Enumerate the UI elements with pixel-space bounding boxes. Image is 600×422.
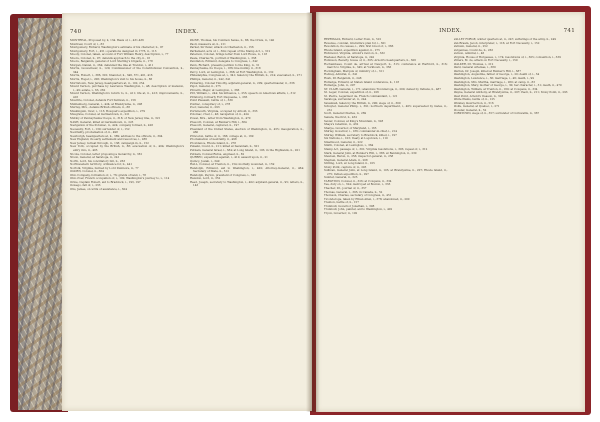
index-entry: Orme, Captain Robert, aid to Braddock, i., 193, 197	[70, 179, 141, 184]
index-entry: Wayne, General Anthony, at Brandywine, ii., 207; Paoli, ii., 211; Stony Point, ii., 293	[453, 90, 568, 95]
index-entry: Prescott, Colonel, at Bunker's Hill, i., 384	[190, 119, 247, 124]
index-entry: Washington, Lawrence, i., 36; marriage, i., 46; death, i., 99	[453, 76, 534, 81]
index-entry: WALKER, Dr. Thomas, i., 212	[453, 61, 494, 66]
index-entry: Pitt, William, i., 244; his influence, i., 253; speech on American affairs, i., 312	[190, 91, 296, 96]
index-entry: Morris, Robert, i., 386, 391; financier, ii., 346, 371, 401, 416	[70, 73, 153, 78]
index-entry: Philadelphia, Congress at, i., 341; taken by the British, ii., 214; evacuated, ii., 271	[190, 73, 302, 78]
index-entry: Schuyler, General Philip, i., 391; northern department, i., 405; superseded by Gates, ii., 231	[324, 104, 448, 112]
index-entry: Shirley, William, secretary to Braddock, killed, i., 197	[324, 132, 397, 137]
index-entry: Morris, Roger, i., 206; Washington's visit to his house, ii., 86	[70, 77, 153, 82]
index-entry: Nixon, General, at Saratoga, ii., 241	[70, 155, 120, 160]
index-entry: Wooster, General, ii., 52	[453, 107, 487, 112]
index-entry: Trumbull, John, painter, aid to Washington, i., 402	[324, 207, 393, 212]
index-entry: Newburgh, headquarters at, ii., 389; address to the officers, ii., 394	[70, 133, 163, 138]
left-column-1	[70, 39, 184, 403]
index-entry: Providence, Rhode Island, ii., 278	[190, 140, 236, 145]
index-entry: Trumbull, Governor Jonathan, i., 398	[324, 203, 375, 208]
index-entry: Morgan, Daniel, ii., 264; defended the line at Trenton, i., 411	[70, 62, 154, 67]
index-entry: TARLETON, Colonel, ii., 326; at Cowpens, ii., 334	[324, 178, 392, 183]
index-entry: Robinson, Beverly, house of, ii., 305; Arnold's headquarters, ii., 306	[324, 58, 416, 63]
index-entry: Sharpe, Governor, of Maryland, i., 165	[324, 125, 377, 130]
index-entry: North, Lord, his conciliatory bill, ii., 263	[70, 158, 126, 163]
index-entry: Pulaski, Count, ii., 211; killed at Savannah, ii., 301	[190, 144, 260, 149]
index-entry: Rutledge, John, ii., 297	[324, 83, 356, 88]
index-entry: Necessity, Fort, i., 139; surrender of, i., 152	[70, 126, 130, 131]
left-column-2	[190, 39, 304, 403]
index-entry: Morristown, New Jersey, headquarters at, ii., 102, 254	[70, 80, 145, 85]
index-entry: Savannah, taken by the British, ii., 290; siege of, ii., 300	[324, 100, 401, 105]
index-entry: Riedesel, Baron, at Saratoga, ii., 242	[324, 54, 375, 59]
index-entry: Stirling, Lord, at Long Island, ii., 105	[324, 161, 375, 166]
index-entry: Randolph, Edmund, aid to Washington, i., 402; Attorney-General, ii., 464; Secretary of State, ii., 512	[190, 165, 304, 174]
index-entry: Putnam, Colonel Rufus, engineer, ii., 82	[190, 151, 245, 156]
right-page-title: INDEX.	[439, 28, 462, 34]
index-entry: Murray, Mrs., detains British officers, ii., 88	[70, 105, 130, 110]
index-entry: Paterson, Colonel, brings letter from Lord Howe, ii., 118	[190, 52, 268, 57]
index-entry: OGDEN, Colonel, ii., 364	[70, 169, 104, 174]
index-entry: Ohio river, French occupation of, i., 102; Washington's journey to, i., 114	[70, 176, 170, 181]
index-entry: Pickering, Colonel Timothy, adjutant-general, ii., 209; quartermaster, ii., 336	[190, 80, 295, 85]
left-page-columns	[70, 39, 304, 403]
index-entry: Oswego, fall of, i., 233	[70, 183, 101, 188]
index-entry: Senate, the first, ii., 452	[324, 115, 358, 120]
index-entry: Varnum, General, ii., 252	[453, 44, 488, 49]
index-entry: Moultrie, Colonel, defends Fort Sullivan, ii., 156	[70, 98, 136, 103]
index-entry: Moody, Colonel, taken, account of Fort William Henry, description, i., 77	[70, 52, 169, 57]
index-entry: Washington, Mrs. Martha, marriage, i., 260; at camp, ii., 83	[453, 79, 535, 84]
index-entry: New England, its early settlement and resources, i., 286	[70, 137, 147, 142]
index-entry: Washington, Augustine, father of George, i., 20; death of, i., 34	[453, 72, 540, 77]
index-entry: Ward, General Artemas, i., 380	[453, 65, 496, 70]
index-entry: Pittsburg, formerly Fort Duquesne, i., 265	[190, 94, 248, 99]
index-entry: RALL, Colonel, at Trenton, ii., 154; mortally wounded, ii., 159	[190, 162, 275, 167]
index-entry: ST. CLAIR, General, i., 171; abandons Ticonderoga, ii., 200; defeat by Indians, ii., 487	[324, 86, 441, 91]
index-entry: Revolution, its causes, i., 299; first blood of, i., 366	[324, 44, 394, 49]
index-entry: Reed, Joseph, secretary to Washington, i., 402; adjutant-general, ii., 95; letters, ii., 143	[190, 179, 304, 188]
index-entry: West Point, Arnold's treason, ii., 303	[453, 93, 504, 98]
marbled-endpaper	[18, 18, 66, 410]
index-entry: Saratoga, surrender at, ii., 244	[324, 97, 367, 102]
index-entry: Pontiac, conspiracy of, i., 278	[190, 101, 231, 106]
index-entry: Rodney, Admiral, ii., 341	[324, 72, 358, 77]
index-entry: VALLEY FORGE, winter quarters at, ii., 247; sufferings of the army, ii., 249	[453, 38, 556, 41]
index-entry: Northwestern territory, ordinance for, ii., 441	[70, 162, 133, 167]
index-entry: MONTREAL, Proposed by, ii, 134. Basis of, i., 431-436	[70, 39, 144, 42]
index-entry: Ticonderoga, taken by Ethan Allen, i., 378; abandoned, ii., 200	[324, 196, 410, 201]
index-entry: St. Pierre, Legardeur de, French commandant, i., 121	[324, 93, 398, 98]
index-entry: Shirley, Governor, i., 186; commander-in-chief, i., 214	[324, 129, 397, 134]
index-entry: Mount Vernon, Washington's return to, ii., 411; life at, ii., 413; improvements, ii., 416	[70, 91, 184, 99]
index-entry: Shays's rebellion, ii., 432	[324, 122, 359, 127]
index-entry: Whiskey insurrection, ii., 516	[453, 100, 494, 105]
index-entry: Morris, Gouverneur, ii., 120; Commissioner of the Constitutional Convention, ii., 344	[70, 66, 184, 74]
index-entry: Van Braam, Jacob, interpreter, i., 116; at Fort Necessity, i., 152	[453, 40, 540, 45]
index-entry: Ohio Company, formation of, i., 76; grants of land, i., 78	[70, 172, 147, 177]
index-entry: Parliament, acts of, i., 304; repeal of the Stamp Act, i., 312	[190, 48, 271, 53]
index-entry: Pendleton, Edmund, delegate to Congress, i., 342	[190, 59, 258, 64]
index-entry: Pigot, General, ii., 275	[190, 84, 221, 89]
index-entry: Virginia, House of Burgesses, i., 174; resolutions of, i., 305; convention, i., 339	[453, 54, 561, 59]
index-entry: Thacher, Dr., journal of, ii., 357	[324, 185, 367, 190]
index-entry: St. Leger, Colonel, expedition of, ii., 226	[324, 90, 379, 95]
index-entry: Revenue, colonial, Grenville's plan for, i., 301	[324, 40, 386, 45]
index-entry: Pennsylvania, its troops, i., 186; line mutiny, ii., 318	[190, 66, 261, 71]
index-entry: Sumter, General, ii., 325	[324, 175, 358, 180]
index-entry: Montgomery, Fort, i., 451; operations designed in 1776, ii., 113	[70, 48, 157, 53]
index-entry: Musgrave, Colonel, at Germantown, ii., 221	[70, 112, 130, 117]
index-entry: Neutrality, proclamation of, ii., 498	[70, 130, 118, 135]
index-entry: Rhode Island, expedition against, ii., 275	[324, 47, 380, 52]
index-entry: Tryon, Governor, ii., 192	[324, 210, 358, 215]
index-entry: NASH, General, killed at Germantown, ii., 223	[70, 119, 134, 124]
index-entry: Otis, James, on writs of assistance, i., 304	[70, 186, 127, 191]
index-entry: Moore, Benjamin, general of Lord Sterling's brigade, ii., 178	[70, 59, 153, 64]
index-entry: Poor, General, ii., 293	[190, 105, 220, 110]
index-entry: Putnam, General Israel, i., 384; at Long Island, ii., 105; in the Highlands, ii., 201	[190, 147, 300, 152]
index-entry: Richmond, Virginia, Arnold's raid on, ii., 332	[324, 51, 385, 56]
left-page-number: 740	[70, 29, 82, 35]
index-entry: Potomac, river, i., 46; navigation of, ii., 424	[190, 112, 249, 117]
index-entry: Stephen, General Adam, ii., 208	[324, 157, 368, 162]
index-entry: Stamp Act, passage of, i., 301; Virginia resolutions, i., 305; repeal of, i., 312	[324, 146, 428, 151]
index-entry: White Plains, battle of, ii., 125	[453, 97, 495, 102]
index-entry: Montreal, Court of, i., 83	[70, 41, 104, 46]
right-page-number: 741	[563, 28, 575, 34]
index-entry: Washington, William, at Trenton, ii., 160; at Cowpens, ii., 334	[453, 86, 538, 91]
index-entry: Muskingum, river, i., 113; Bouquet's expedition, i., 279	[70, 108, 146, 113]
index-entry: Thomson, Charles, secretary of Congress, ii., 451	[324, 193, 392, 198]
index-entry: Six Nations, i., 103; treaty at Logstown, i., 110	[324, 136, 388, 141]
index-entry: Stony Point, capture of, ii., 293	[324, 164, 367, 169]
index-entry: Wolfe, General, at Quebec, i., 271	[453, 104, 500, 109]
index-entry: Sevier, Colonel, at King's Mountain, ii., 328	[324, 118, 384, 123]
index-entry: New York, occupied by the British, ii., 88; evacuation of, ii., 404; Washington's entry into, ii., 405	[70, 144, 184, 152]
index-entry: Penn, Richard, presents petition to the King, ii., 31	[190, 62, 260, 67]
index-entry: Mutiny of Pennsylvania troops, ii., 318; of New Jersey line, ii., 321	[70, 116, 161, 121]
right-column-2	[454, 38, 578, 404]
index-entry: PAINE, Thomas, his Common Sense, ii., 86; the Crisis, ii., 140	[190, 39, 275, 42]
index-entry: Powel, Mrs., letter from Washington, ii., 470	[190, 116, 251, 121]
index-entry: Steuben, Baron, ii., 256; inspector-general, ii., 258	[324, 154, 394, 159]
index-entry: Smith, Colonel, at Lexington, i., 364	[324, 143, 374, 148]
index-entry: Rush, Dr. Benjamin, ii., 248	[324, 76, 362, 81]
left-page	[62, 13, 312, 411]
index-entry: Villiers, M. de, attack on Fort Necessity, i., 150	[453, 58, 518, 63]
index-entry: Percy, Lord, at Lexington, i., 368; at Fort Washington, ii., 132	[190, 69, 274, 74]
left-page-title: INDEX.	[175, 29, 199, 35]
index-entry: Vernon, Admiral, i., 46	[453, 51, 485, 56]
index-entry: Proclamation of neutrality, ii., 498	[190, 137, 237, 142]
index-entry: Paoli, massacre at, ii., 211	[190, 41, 226, 46]
index-entry: Scott, General Charles, ii., 269	[324, 111, 367, 116]
index-entry: Montgomery, Richard, Washington's estimate of his character, ii., 97	[70, 45, 164, 50]
index-entry: Warren, Dr. Joseph, killed at Bunker's Hill, i., 387	[453, 68, 521, 73]
index-entry: Navigation of the Potomac, ii., 424; company formed, ii., 426	[70, 123, 154, 128]
index-entry: Norfolk, Virginia, burned by Lord Dunmore, ii., 77	[70, 165, 139, 170]
index-entry: Princeton, battle of, ii., 166; college at, ii., 169	[190, 133, 254, 138]
index-entry: Randolph, Peyton, president of Congress, i., 345	[190, 172, 257, 177]
index-entry: Muhlenberg, General, i., 424; at Brandywine, ii., 208	[70, 101, 143, 106]
index-entry: Quincy, Josiah, i., 349	[190, 158, 220, 163]
index-entry: REPRISALS, Richard, Letter from, ii., 501	[324, 38, 382, 41]
index-entry: Moore, Colonel, ii., 97; defends approach to the city, ii., 16	[70, 55, 151, 60]
index-entry: President of the United States, election of Washington, ii., 455; inauguration, ii., 460	[190, 126, 304, 135]
index-entry: Point Pleasant, battle of, i., 330	[190, 98, 233, 103]
index-entry: Peale, Charles W., portrait of Washington, i., 338	[190, 55, 257, 60]
index-entry: Rochambeau, Count de, arrival at Newport, ii., 315; conference at Hartford, ii., 316; march to Virginia, ii., 345; at Yorktown, ii., 356	[324, 61, 448, 70]
index-entry: YORKTOWN, siege of, ii., 357; surrender of Cornwallis, ii., 367	[453, 111, 540, 116]
index-entry: Phillips, General, ii., 242, 341	[190, 77, 231, 82]
right-page-columns	[324, 38, 577, 404]
index-entry: Smallwood, General, ii., 222	[324, 139, 363, 144]
index-entry: Mount Vernon, purchase by Lawrence Washington, i., 48; description of mansion, i., 49; estate, i., 63, 262	[70, 84, 184, 92]
index-entry: Parker, Sir Peter, attack on Charleston, ii., 156	[190, 45, 254, 50]
index-entry: Vergennes, Count de, ii., 263	[453, 47, 494, 52]
index-entry: Trenton, battle of, ii., 157	[324, 200, 359, 205]
index-entry: Rockingham, Marquis of, ministry of, i., 311	[324, 68, 384, 73]
index-entry: Sullivan, General John, at Long Island, ii., 105; at Brandywine, ii., 207; Rhode Island, ii., 275; Indian expedition, ii., 297	[324, 168, 448, 176]
index-entry: Portsmouth, Virginia, occupied by Arnold, ii., 333	[190, 108, 258, 113]
index-entry: Rawdon, Lord, ii., 352	[190, 176, 221, 181]
index-entry: Nicola, Colonel, letter proposing a monarchy, ii., 381	[70, 151, 143, 156]
index-entry: QUEBEC, expedition against, i., 412; assault upon, ii., 21	[190, 155, 268, 160]
index-entry: Tea, duty on, i., 324; destroyed at Boston, i., 333	[324, 182, 391, 187]
index-entry: Rutledge, Edward, at Staten Island conference, ii., 118	[324, 79, 400, 84]
index-entry: Washington, Mary, mother of George, i., 30; her character, i., 31; death, ii., 470	[453, 83, 562, 88]
index-entry: Pitcairn, Major, at Lexington, i., 366	[190, 87, 240, 92]
book-gutter	[306, 12, 320, 412]
index-entry: Stark, General John, at Bunker's Hill, i., 385; at Bennington, ii., 230	[324, 150, 417, 155]
index-entry: Prescott, General, captured, ii., 197	[190, 123, 239, 128]
index-entry: New Jersey, retreat through, ii., 138; campaign in, ii., 152	[70, 140, 149, 145]
right-page	[316, 12, 585, 412]
right-column-1	[324, 38, 448, 404]
index-entry: Thomas, General, i., 395; in Canada, ii., 52	[324, 189, 383, 194]
